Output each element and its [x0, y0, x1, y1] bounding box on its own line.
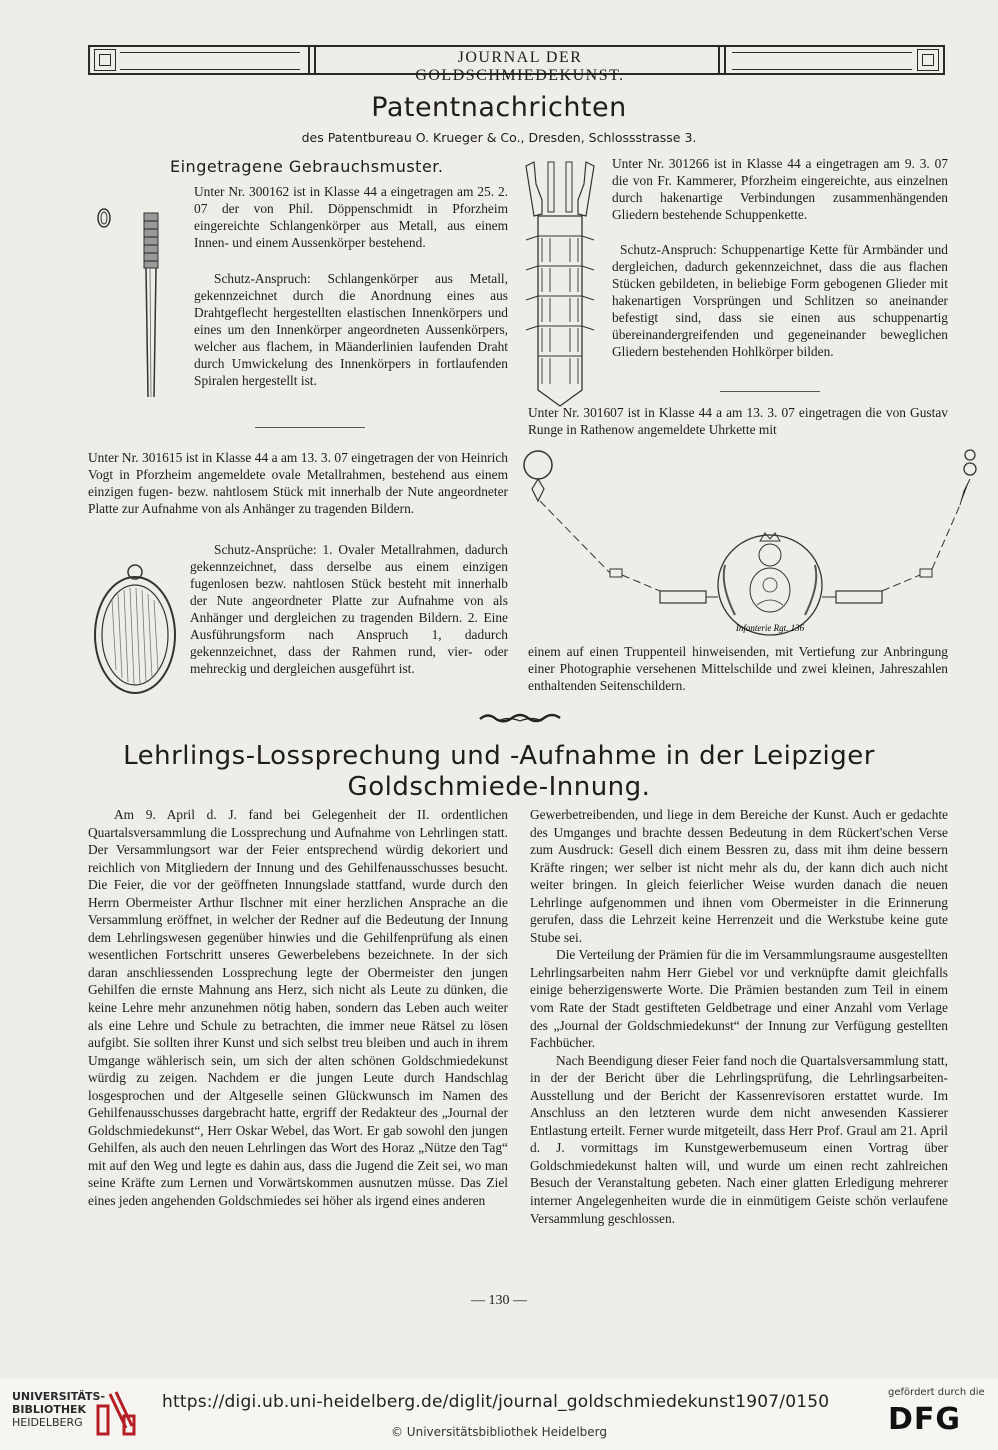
library-logo-text[interactable] [12, 1390, 105, 1429]
section-title-line-1: Lehrlings-Lossprechung und -Aufnahme in der Leipziger [123, 741, 875, 771]
medal-inscription: Infanterie Rgt. 136 [735, 623, 805, 633]
separator [255, 427, 365, 428]
entry-301615-intro: Unter Nr. 301615 ist in Klasse 44 a am 13. 3. 07 eingetragen der von Heinrich Vogt in Pforzheim angemeldete ovale Metallrahmen, bestehend aus einem einzigen fugen- bezw. nahtlosem Stück mit innerhalb der Nute angeordneter Platte zur Aufnahme von als Anhänger zu tragenden Bildern. [88, 450, 508, 516]
copyright-notice: © Universitätsbibliothek Heidelberg [390, 1425, 607, 1439]
footer-bar [0, 1378, 998, 1450]
patent-bureau-subtitle: des Patentbureau O. Krueger & Co., Dresden, Schlossstrasse 3. [301, 130, 697, 145]
separator [720, 391, 820, 392]
entry-301266-claim: Schutz-Anspruch: Schuppenartige Kette für Armbänder und dergleichen, dadurch gekennzeichnet, dass die aus flachen Stücken gebildeten, in beliebige Form gebogenen Glieder mit hakenartigen Vorsprüngen und Schlitzen so aneinander befestigt sind, dass sie einen aus schuppenartig übereinandergreifenden und gegeneinander beweglichen Gliedern bestehenden Hohlkörper bilden. [612, 242, 948, 359]
section-title-apprentices [0, 741, 998, 803]
permalink-url[interactable]: https://digi.ub.uni-heidelberg.de/diglit/journal_goldschmiedekunst1907/0150 [162, 1392, 830, 1412]
section-title-line-2: Goldschmiede-Innung. [347, 772, 651, 802]
oval-frame-illustration [90, 560, 180, 700]
library-name-line: UNIVERSITÄTS- [12, 1390, 106, 1403]
library-name-line: HEIDELBERG [12, 1416, 83, 1429]
entry-301615-claim: Schutz-Ansprüche: 1. Ovaler Metallrahmen, dadurch gekennzeichnet, dass derselbe aus einem einzigen fugenlosen bezw. nahtlosen Stück besteht mit innerhalb der Nute angeordneter Platte zur Aufnahme von als Anhänger und dergleichen zu tragenden Bildern. 2. Eine Ausführungsform nach Anspruch 1, dadurch gekennzeichnet, dass der Rahmen rund, vier- oder mehreckig und dergleichen ausgeführt ist. [190, 542, 508, 676]
article-column-2 [530, 806, 948, 1227]
entry-301266-intro: Unter Nr. 301266 ist in Klasse 44 a eingetragen am 9. 3. 07 die von Fr. Kammerer, Pforzheim eingereichte, aus einzelnen durch hakenartige Verbindungen zusammenhängenden Gliedern bestehende Schuppenkette. [612, 156, 948, 222]
snake-body-illustration [92, 205, 172, 405]
article-paragraph: Gewerbetreibenden, und liege in dem Bereiche der Kunst. Auch er gedachte des Umganges und brachte dessen Bedeutung in dem Rückert'schen Verse zum Ausdruck: Gesell dich einem Bessren zu, dass mit ihm deine bessern Kräfte ringen; wer selber ist nicht mehr als du, der kann dich auch nicht weiter bringen. In gleich feierlicher Weise wurden danach die neuen Lehrlinge aufgenommen und ihnen vom Obermeister in die Erinnerung gerufen, dass die Lehrzeit keine Herrenzeit und die Werkstube keine gute Stube sei. [530, 807, 948, 945]
ornamental-divider [478, 710, 562, 726]
scale-chain-illustration [520, 158, 600, 408]
entry-301607-intro: Unter Nr. 301607 ist in Klasse 44 a am 13. 3. 07 eingetragen die von Gustav Runge in Rathenow angemeldete Uhrkette mit [528, 405, 948, 437]
watch-chain-illustration [520, 445, 990, 645]
journal-title: JOURNAL DER GOLDSCHMIEDEKUNST. [415, 49, 625, 84]
page-number: — 130 — [471, 1293, 527, 1308]
entry-300162-claim: Schutz-Anspruch: Schlangenkörper aus Metall, gekennzeichnet durch die Anordnung eines aus Drahtgeflecht hergestellten elastischen Innenkörpers und eines um den Innenkörper angeordneten Aussenkörpers, welcher aus flachem, in Mäanderlinien laufenden Draht durch Umwickelung des Innenkörpers in fortlaufenden Spiralen hergestellt ist. [194, 271, 508, 388]
library-name-line: BIBLIOTHEK [12, 1403, 87, 1416]
funding-label: gefördert durch die [888, 1387, 985, 1398]
registered-models-heading: Eingetragene Gebrauchsmuster. [170, 157, 444, 176]
article-paragraph: Die Verteilung der Prämien für die im Versammlungsraume ausgestellten Lehrlingsarbeiten nahm Herr Giebel vor und verknüpfte damit gleichfalls einige beherzigenswerte Worte. Die Prämien bestanden zum Teil in einem vom Rate der Stadt gestifteten Geldbetrage und einer Anzahl vom Verlage des „Journal der Goldschmiedekunst“ der Innung zur Verfügung gestellten Fachbücher. [530, 947, 948, 1051]
entry-300162-intro: Unter Nr. 300162 ist in Klasse 44 a eingetragen am 25. 2. 07 der von Phil. Döppenschmidt in Pforzheim eingereichte Schlangenkörper aus Metall, aus einem Innen- und einem Aussenkörper bestehend. [194, 184, 508, 250]
article-paragraph: Nach Beendigung dieser Feier fand noch die Quartalsversammlung statt, in der der Bericht über die Lehrlingsprüfung, die Lehrlingsarbeiten-Ausstellung und der Bericht der Kassenrevisoren erstattet wurde. Im Anschluss an den letzteren wurde dem nicht anwesenden Kassierer Entlastung erteilt. Ferner wurde mitgeteilt, dass Herr Prof. Graul am 21. April d. J. vormittags im Kunstgewerbemuseum einen Vortrag über Goldschmiedekunst halten will, und wurde um einen recht zahlreichen Besuch der Veranstaltung gebeten. Nach einer glatten Erledigung mehrerer interner Angelegenheiten wurde die in einmütigem Geiste schön verlaufene Versammlung geschlossen. [530, 1052, 948, 1226]
entry-301607-continued: einem auf einen Truppenteil hinweisenden, mit Vertiefung zur Anbringung einer Photographie versehenen Mittelschilde und zwei kleinen, Jahreszahlen enthaltenden Seitenschildern. [528, 644, 948, 693]
dfg-logo[interactable]: DFG [888, 1402, 962, 1437]
article-column-1: Am 9. April d. J. fand bei Gelegenheit der II. ordentlichen Quartalsversammlung die Lossprechung und Aufnahme von Lehrlingen statt. Der Versammlungsort war der Feier entsprechend würdig dekoriert und reichlich von Mitgliedern der Innung und des Gehilfenausschusses besucht. Die Feier, die vor der geöffneten Innungslade stattfand, wurde durch den Herrn Obermeister Arthur Ilschner mit einer herzlichen Ansprache an die Versammlung eröffnet, in welcher der Redner auf die Bedeutung der Innung dem Lehrlingswesen gegenüber hinwies und die Gehilfenprüfung als einen wesentlichen Fortschritt unseres Gewerbelebens bezeichnete. In der sich daran anschliessenden Lossprechung legte der Obermeister den jungen Gehilfen die ernste Mahnung ans Herz, sich nicht als Leute zu dünken, die keine Lehre mehr anzunehmen nötig haben, sondern das Leben auch weiter als eine Lehre und Schule zu betrachten, die immer neue Rätsel zu lösen aufgibt. Sie sollten ihrer Kunst und sich selbst treu bleiben und auch in ihrem Umgange wählerisch sein, um sich der alten schönen Goldschmiedekunst würdig zu zeigen. Nachdem er die jungen Leute durch Handschlag losgesprochen und der Altgeselle seinen Glückwunsch im Namen des Gehilfenausschusses dargebracht hatte, ergriff der Redakteur des „Journal der Goldschmiedekunst“, Herr Oskar Webel, das Wort. Er gab sowohl den jungen Gehilfen, als auch den neuen Lehrlingen das Wort des Horaz „Nütze den Tag“ mit auf den Weg und legte es dahin aus, dass die Jugend die Zeit sei, wo man seine Kräfte zum Lernen und Vorwärtskommen ausnutzen müsse. Das Ziel eines jeden angehenden Goldschmiedes sei höher als irgend eines anderen [88, 807, 508, 1209]
section-title-patents: Patentnachrichten [371, 92, 627, 123]
